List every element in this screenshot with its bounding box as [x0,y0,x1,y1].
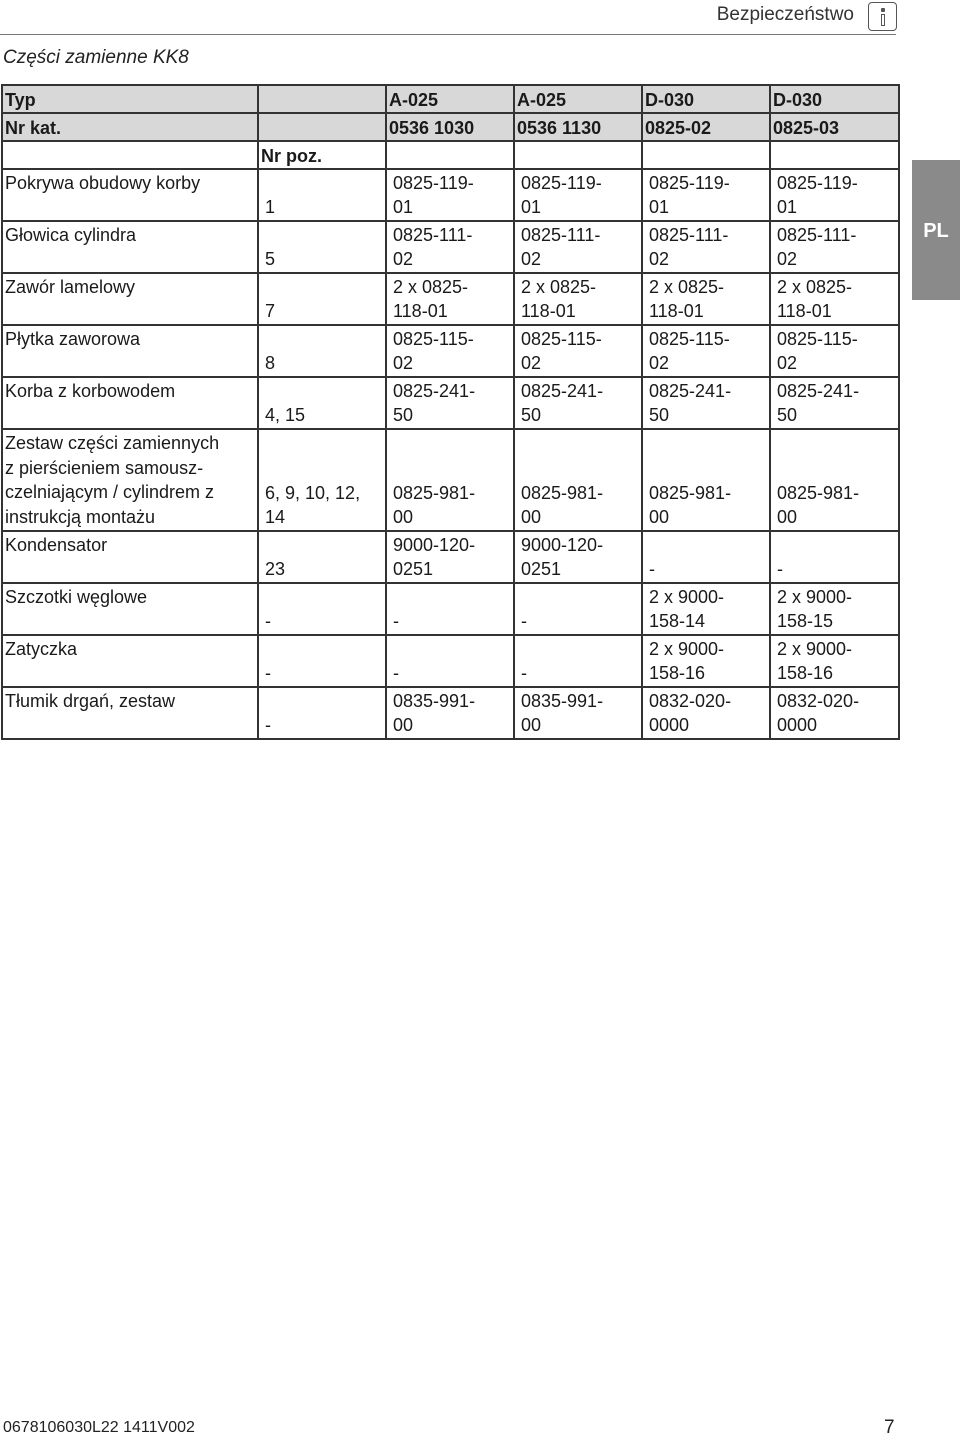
part-number-cell [386,583,514,635]
part-name: Kondensator [2,531,258,583]
part-number-line: 02 [777,353,798,373]
part-number-cell [642,531,770,583]
part-number-line: - [393,663,399,683]
part-number-line: 0825-981- [777,483,860,503]
part-name: Pokrywa obudowy korby [2,169,258,221]
part-number-cell [770,635,899,687]
part-number-line: 50 [777,405,798,425]
part-number-line: 158-16 [777,663,834,683]
table-row [2,325,899,377]
part-name-line: Zestaw części zamiennych [5,433,220,453]
part-number-cell [514,583,642,635]
part-number-cell [770,583,899,635]
language-tab [912,160,960,300]
part-number-line: 0835-991- [393,691,476,711]
part-number-cell [514,687,642,739]
part-number-line: 0825-981- [393,483,476,503]
part-number-line: 9000-120- [521,535,604,555]
language-tab-label: PL [923,220,949,242]
part-number-line: 0825-111- [521,225,601,245]
position-number: 7 [258,273,386,325]
part-number-cell [386,221,514,273]
document-code: 0678106030L22 1411V002 [3,1419,195,1436]
part-number-cell [770,531,899,583]
part-number-cell [770,273,899,325]
part-number-line: 50 [393,405,414,425]
part-name: Szczotki węglowe [2,583,258,635]
part-number-cell [642,635,770,687]
part-number-line: 00 [521,715,542,735]
part-number-cell [386,687,514,739]
part-number-line: 0825-111- [777,225,857,245]
part-number-line: 2 x 9000- [777,587,853,607]
empty-cell [770,141,899,169]
part-name: Płytka zaworowa [2,325,258,377]
table-row [2,221,899,273]
part-number-line: 02 [393,353,414,373]
table-row [2,531,899,583]
part-number-line: 0251 [393,559,434,579]
part-number-line: 0832-020- [649,691,732,711]
part-name: Korba z korbowodem [2,377,258,429]
table-row [2,377,899,429]
part-number-line: 0825-241- [649,381,732,401]
part-number-line: 0825-241- [521,381,604,401]
part-number-line: 0825-241- [777,381,860,401]
part-number-line: 2 x 9000- [649,587,725,607]
part-number-line: - [649,559,655,579]
part-number-cell [386,169,514,221]
part-number-line: 2 x 0825- [521,277,597,297]
part-number-line: 00 [393,715,414,735]
position-number: 5 [258,221,386,273]
part-number-line: 01 [521,197,542,217]
part-number-line: - [393,611,399,631]
part-number-line: 118-01 [521,301,576,321]
part-number-line: 00 [649,507,670,527]
part-number-line: 0825-119- [777,173,858,193]
part-number-cell [642,687,770,739]
part-number-line: 0825-119- [393,173,474,193]
part-number-line: 00 [777,507,798,527]
section-title: Części zamienne KK8 [3,47,189,68]
position-number-line: 14 [265,507,286,527]
nr-kat-value: 0825-02 [642,113,770,141]
position-number: 8 [258,325,386,377]
part-number-cell [386,531,514,583]
part-number-line: 0825-115- [777,329,858,349]
part-number-line: 01 [393,197,414,217]
part-number-line: 01 [649,197,670,217]
position-number-line: 6, 9, 10, 12, [265,483,361,503]
part-number-cell [770,377,899,429]
typ-value: D-030 [642,85,770,113]
part-number-line: 00 [393,507,414,527]
part-number-line: 0825-981- [521,483,604,503]
part-number-cell [770,169,899,221]
part-number-line: 0825-111- [649,225,729,245]
table-row [2,273,899,325]
part-number-cell [386,429,514,531]
part-number-cell [642,169,770,221]
nr-poz-label: Nr poz. [258,141,386,169]
empty-cell [386,141,514,169]
part-number-line: 0825-111- [393,225,473,245]
part-number-cell [386,635,514,687]
position-number: - [258,583,386,635]
part-number-line: 2 x 9000- [777,639,853,659]
part-number-line: 2 x 0825- [393,277,469,297]
part-name-line: instrukcją montażu [5,506,156,527]
part-number-line: 50 [649,405,670,425]
typ-empty-cell [258,85,386,113]
part-number-line: 02 [393,249,414,269]
position-number [258,429,386,531]
part-number-cell [514,273,642,325]
part-number-line: 9000-120- [393,535,476,555]
typ-value: A-025 [386,85,514,113]
part-name: Zawór lamelowy [2,273,258,325]
empty-cell [514,141,642,169]
part-number-line: 2 x 0825- [649,277,725,297]
info-icon [868,2,897,31]
nr-kat-label: Nr kat. [2,113,258,141]
part-number-line: 0000 [777,715,818,735]
part-number-line: 0832-020- [777,691,860,711]
part-number-cell [386,273,514,325]
part-number-line: 0825-115- [521,329,602,349]
part-number-cell [514,169,642,221]
part-number-cell [642,221,770,273]
typ-value: A-025 [514,85,642,113]
part-number-line: - [777,559,783,579]
part-number-cell [642,583,770,635]
part-number-line: 158-15 [777,611,834,631]
table-row [2,169,899,221]
part-number-cell [642,325,770,377]
part-number-line: 02 [777,249,798,269]
table-row [2,429,899,531]
part-number-line: 0251 [521,559,562,579]
nr-kat-value: 0825-03 [770,113,899,141]
part-number-line: 0825-241- [393,381,476,401]
position-number: 23 [258,531,386,583]
part-number-line: 0835-991- [521,691,604,711]
part-number-line: 50 [521,405,542,425]
part-number-line: 0825-119- [649,173,730,193]
part-number-cell [642,377,770,429]
empty-cell [642,141,770,169]
nr-kat-empty-cell [258,113,386,141]
row-nr-poz-header [2,141,899,169]
part-number-cell [770,221,899,273]
row-nr-kat [2,113,899,141]
part-number-line: 00 [521,507,542,527]
part-number-cell [386,325,514,377]
part-number-line: 02 [649,353,670,373]
part-number-line: 158-16 [649,663,706,683]
part-number-line: 118-01 [777,301,832,321]
part-name [2,429,258,531]
part-number-line: 158-14 [649,611,706,631]
part-number-cell [770,429,899,531]
table-row [2,635,899,687]
part-number-line: 0825-981- [649,483,732,503]
spare-parts-table [1,84,900,740]
row-typ [2,85,899,113]
part-number-cell [514,635,642,687]
part-number-cell [642,273,770,325]
position-number: 1 [258,169,386,221]
part-number-line: 118-01 [393,301,448,321]
page-number: 7 [884,1417,895,1438]
part-name-line: czelniającym / cylindrem z [5,482,215,502]
part-number-line: 02 [521,353,542,373]
part-number-line: 02 [521,249,542,269]
part-number-line: 0825-115- [649,329,730,349]
part-name-line: z pierścieniem samousz- [5,457,204,478]
part-number-line: - [521,663,527,683]
part-name: Tłumik drgań, zestaw [2,687,258,739]
part-name: Zatyczka [2,635,258,687]
part-number-cell [386,377,514,429]
position-number: 4, 15 [258,377,386,429]
part-number-cell [770,325,899,377]
part-number-line: - [521,611,527,631]
part-number-cell [770,687,899,739]
typ-label: Typ [2,85,258,113]
empty-cell [2,141,258,169]
part-number-cell [514,429,642,531]
table-row [2,583,899,635]
position-number: - [258,635,386,687]
nr-kat-value: 0536 1130 [514,113,642,141]
table-row [2,687,899,739]
part-number-line: 2 x 0825- [777,277,853,297]
page-header-title: Bezpieczeństwo [716,4,854,25]
header-divider [0,34,896,35]
part-number-cell [642,429,770,531]
part-number-line: 118-01 [649,301,704,321]
part-number-cell [514,531,642,583]
part-number-cell [514,221,642,273]
part-number-line: 01 [777,197,798,217]
part-name: Głowica cylindra [2,221,258,273]
part-number-line: 02 [649,249,670,269]
part-number-cell [514,377,642,429]
part-number-line: 2 x 9000- [649,639,725,659]
position-number: - [258,687,386,739]
part-number-line: 0825-119- [521,173,602,193]
typ-value: D-030 [770,85,899,113]
part-number-line: 0000 [649,715,690,735]
part-number-cell [514,325,642,377]
part-number-line: 0825-115- [393,329,474,349]
nr-kat-value: 0536 1030 [386,113,514,141]
